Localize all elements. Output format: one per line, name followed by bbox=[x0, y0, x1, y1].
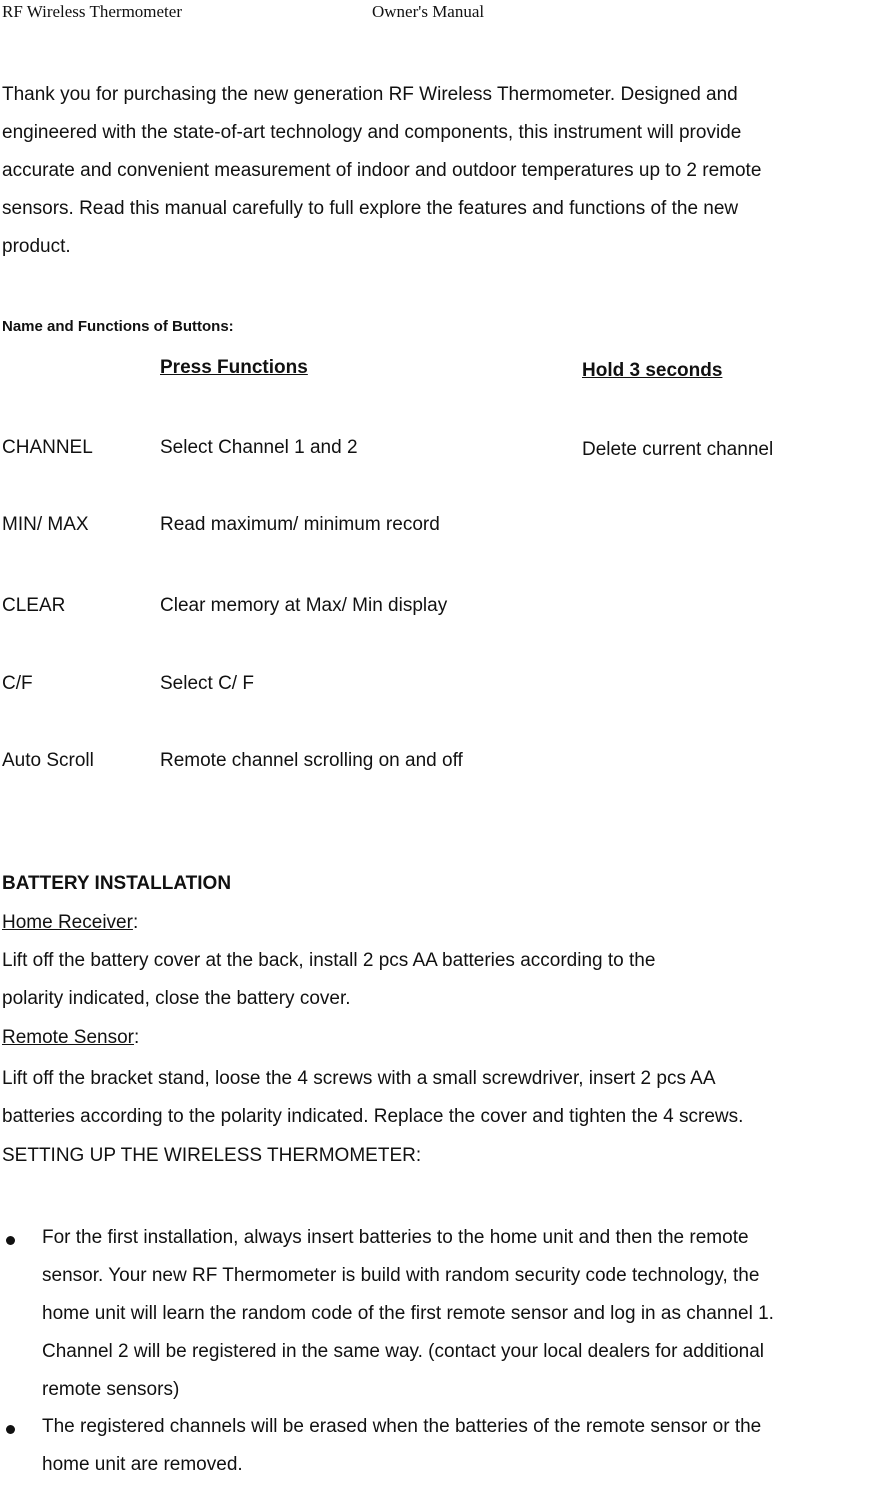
buttons-section-title: Name and Functions of Buttons: bbox=[2, 318, 234, 335]
bullet-icon bbox=[6, 1236, 15, 1245]
intro-line-2: engineered with the state-of-art technology and components, this instrument will provide bbox=[2, 122, 742, 143]
colon: : bbox=[132, 912, 139, 933]
button-name: MIN/ MAX bbox=[2, 514, 89, 535]
button-name: CHANNEL bbox=[2, 437, 93, 458]
home-text-line-1: Lift off the battery cover at the back, install 2 pcs AA batteries according to the bbox=[2, 950, 656, 971]
hold-seconds-heading: Hold 3 seconds bbox=[582, 360, 723, 381]
remote-sensor-label: Remote Sensor bbox=[2, 1027, 135, 1048]
intro-line-5: product. bbox=[2, 236, 71, 257]
remote-sensor-label-line bbox=[2, 1027, 139, 1049]
bullet-2-line-2: home unit are removed. bbox=[42, 1454, 243, 1475]
home-receiver-label: Home Receiver bbox=[2, 912, 133, 933]
bullet-1-line-5: remote sensors) bbox=[42, 1379, 180, 1400]
bullet-1-line-4: Channel 2 will be registered in the same way. (contact your local dealers for additional bbox=[42, 1341, 765, 1362]
intro-line-3: accurate and convenient measurement of indoor and outdoor temperatures up to 2 remote bbox=[2, 160, 762, 181]
intro-line-1: Thank you for purchasing the new generation RF Wireless Thermometer. Designed and bbox=[2, 84, 738, 105]
remote-text-line-1: Lift off the bracket stand, loose the 4 screws with a small screwdriver, insert 2 pcs AA bbox=[2, 1068, 716, 1089]
bullet-2-line-1: The registered channels will be erased when the batteries of the remote sensor or the bbox=[42, 1416, 762, 1437]
bullet-1-line-3: home unit will learn the random code of the first remote sensor and log in as channel 1. bbox=[42, 1303, 774, 1324]
intro-line-4: sensors. Read this manual carefully to full explore the features and functions of the new bbox=[2, 198, 739, 219]
button-press-function: Read maximum/ minimum record bbox=[160, 514, 440, 535]
button-press-function: Remote channel scrolling on and off bbox=[160, 750, 463, 771]
bullet-1-line-2: sensor. Your new RF Thermometer is build with random security code technology, the bbox=[42, 1265, 760, 1286]
button-press-function: Select C/ F bbox=[160, 673, 254, 694]
colon: : bbox=[134, 1027, 140, 1048]
button-name: Auto Scroll bbox=[2, 750, 94, 771]
button-press-function: Select Channel 1 and 2 bbox=[160, 437, 358, 458]
button-press-function: Clear memory at Max/ Min display bbox=[160, 595, 448, 616]
header-subtitle: Owner's Manual bbox=[372, 2, 485, 21]
press-functions-heading: Press Functions bbox=[160, 357, 308, 378]
button-hold-function: Delete current channel bbox=[582, 439, 774, 460]
bullet-icon bbox=[6, 1425, 15, 1434]
button-name: C/F bbox=[2, 673, 33, 694]
home-text-line-2: polarity indicated, close the battery cover. bbox=[2, 988, 351, 1009]
setup-section-title: SETTING UP THE WIRELESS THERMOMETER: bbox=[2, 1145, 422, 1166]
battery-section-title: BATTERY INSTALLATION bbox=[2, 873, 232, 894]
remote-text-line-2: batteries according to the polarity indicated. Replace the cover and tighten the 4 screws. bbox=[2, 1106, 744, 1127]
header-title: RF Wireless Thermometer bbox=[2, 2, 182, 21]
button-name: CLEAR bbox=[2, 595, 66, 616]
home-receiver-label-line bbox=[2, 912, 138, 934]
bullet-1-line-1: For the first installation, always insert batteries to the home unit and then the remote bbox=[42, 1227, 749, 1248]
